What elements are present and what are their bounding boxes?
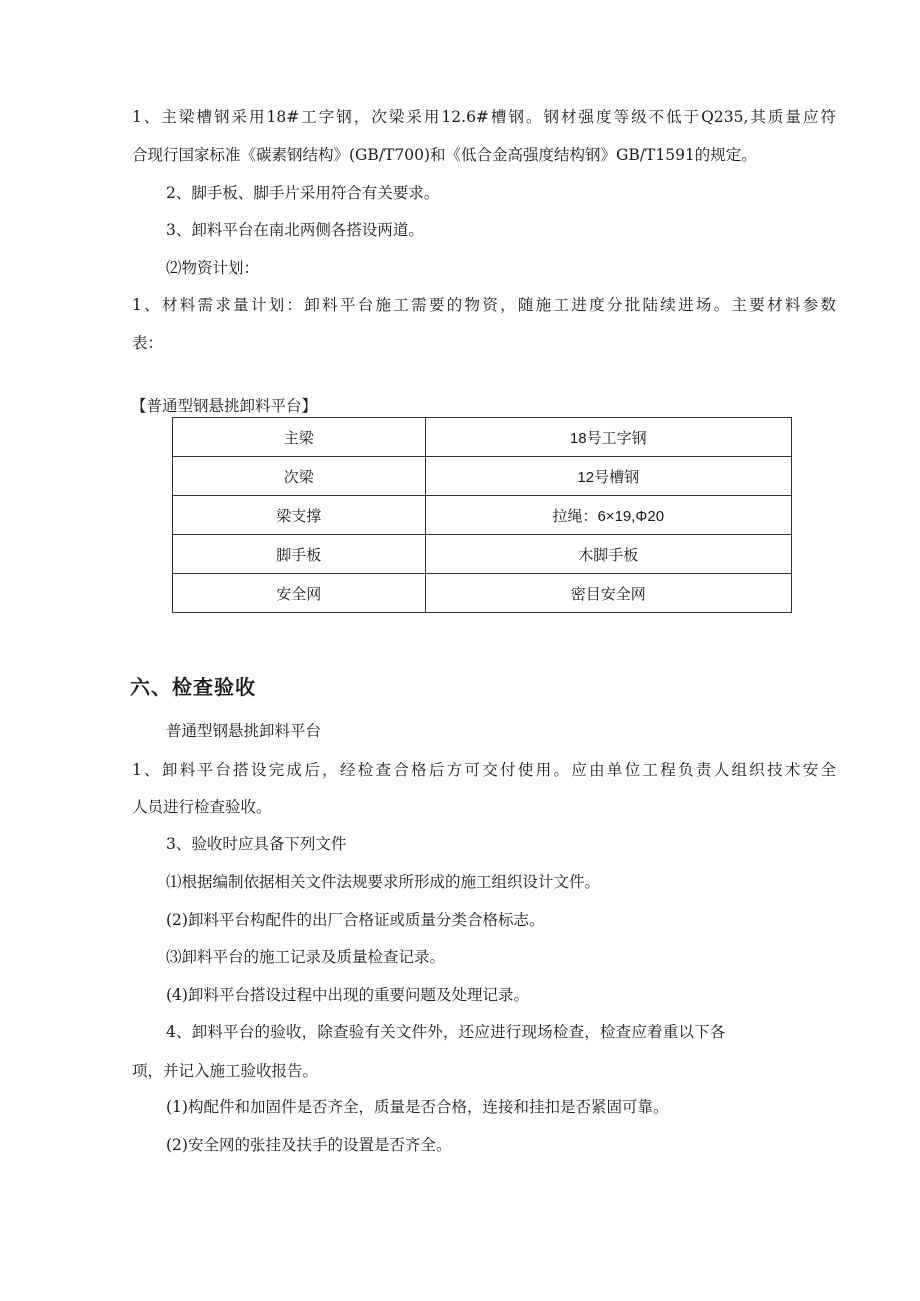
paragraph-steel-spec-line1: 1、主梁槽钢采用18#工字钢，次梁采用12.6#槽钢。钢材强度等级不低于Q235,其质量应符 <box>132 108 836 126</box>
list-item-check-1: (1)构配件和加固件是否齐全，质量是否合格，连接和挂扣是否紧固可靠。 <box>166 1098 669 1116</box>
table-row <box>173 496 792 535</box>
table-row <box>173 418 792 457</box>
materials-table <box>172 417 792 613</box>
paragraph-platform-location: 3、卸料平台在南北两侧各搭设两道。 <box>166 221 424 239</box>
paragraph-material-demand-line2: 表： <box>132 334 164 352</box>
table-cell-value: 拉绳：6×19,Φ20 <box>425 496 791 535</box>
list-item-document-4: (4)卸料平台搭设过程中出现的重要问题及处理记录。 <box>166 986 529 1004</box>
paragraph-site-inspection-line1: 4、卸料平台的验收，除查验有关文件外，还应进行现场检查，检查应着重以下各 <box>166 1023 726 1041</box>
table-cell-value: 木脚手板 <box>425 535 791 574</box>
table-row <box>173 574 792 613</box>
list-item-document-1: ⑴根据编制依据相关文件法规要求所形成的施工组织设计文件。 <box>166 873 601 891</box>
table-row <box>173 457 792 496</box>
paragraph-acceptance-line2: 人员进行检查验收。 <box>132 798 272 816</box>
paragraph-steel-spec-line2: 合现行国家标准《碳素钢结构》(GB/T700)和《低合金高强度结构钢》GB/T1591的规定。 <box>132 146 757 164</box>
table-cell-value: 12号槽钢 <box>425 457 791 496</box>
section-subtitle: 普通型钢悬挑卸料平台 <box>166 722 322 740</box>
table-cell-name: 梁支撑 <box>173 496 426 535</box>
paragraph-acceptance-line1: 1、卸料平台搭设完成后，经检查合格后方可交付使用。应由单位工程负责人组织技术安全 <box>132 761 836 779</box>
table-cell-name: 安全网 <box>173 574 426 613</box>
table-row <box>173 535 792 574</box>
paragraph-site-inspection-line2: 项，并记入施工验收报告。 <box>132 1062 319 1080</box>
paragraph-scaffold-board: 2、脚手板、脚手片采用符合有关要求。 <box>166 184 440 202</box>
list-item-document-3: ⑶卸料平台的施工记录及质量检查记录。 <box>166 948 446 966</box>
list-item-document-2: (2)卸料平台构配件的出厂合格证或质量分类合格标志。 <box>166 911 545 929</box>
list-item-check-2: (2)安全网的张挂及扶手的设置是否齐全。 <box>166 1136 452 1154</box>
paragraph-required-documents: 3、验收时应具备下列文件 <box>166 835 347 853</box>
table-cell-name: 主梁 <box>173 418 426 457</box>
section-heading-inspection: 六、检查验收 <box>130 675 256 699</box>
paragraph-material-plan-title: ⑵物资计划： <box>166 259 260 277</box>
table-cell-value: 18号工字钢 <box>425 418 791 457</box>
table-cell-value: 密目安全网 <box>425 574 791 613</box>
table-caption: 【普通型钢悬挑卸料平台】 <box>131 397 318 415</box>
paragraph-material-demand-line1: 1、材料需求量计划：卸料平台施工需要的物资，随施工进度分批陆续进场。主要材料参数 <box>132 296 836 314</box>
table-cell-name: 次梁 <box>173 457 426 496</box>
table-cell-name: 脚手板 <box>173 535 426 574</box>
